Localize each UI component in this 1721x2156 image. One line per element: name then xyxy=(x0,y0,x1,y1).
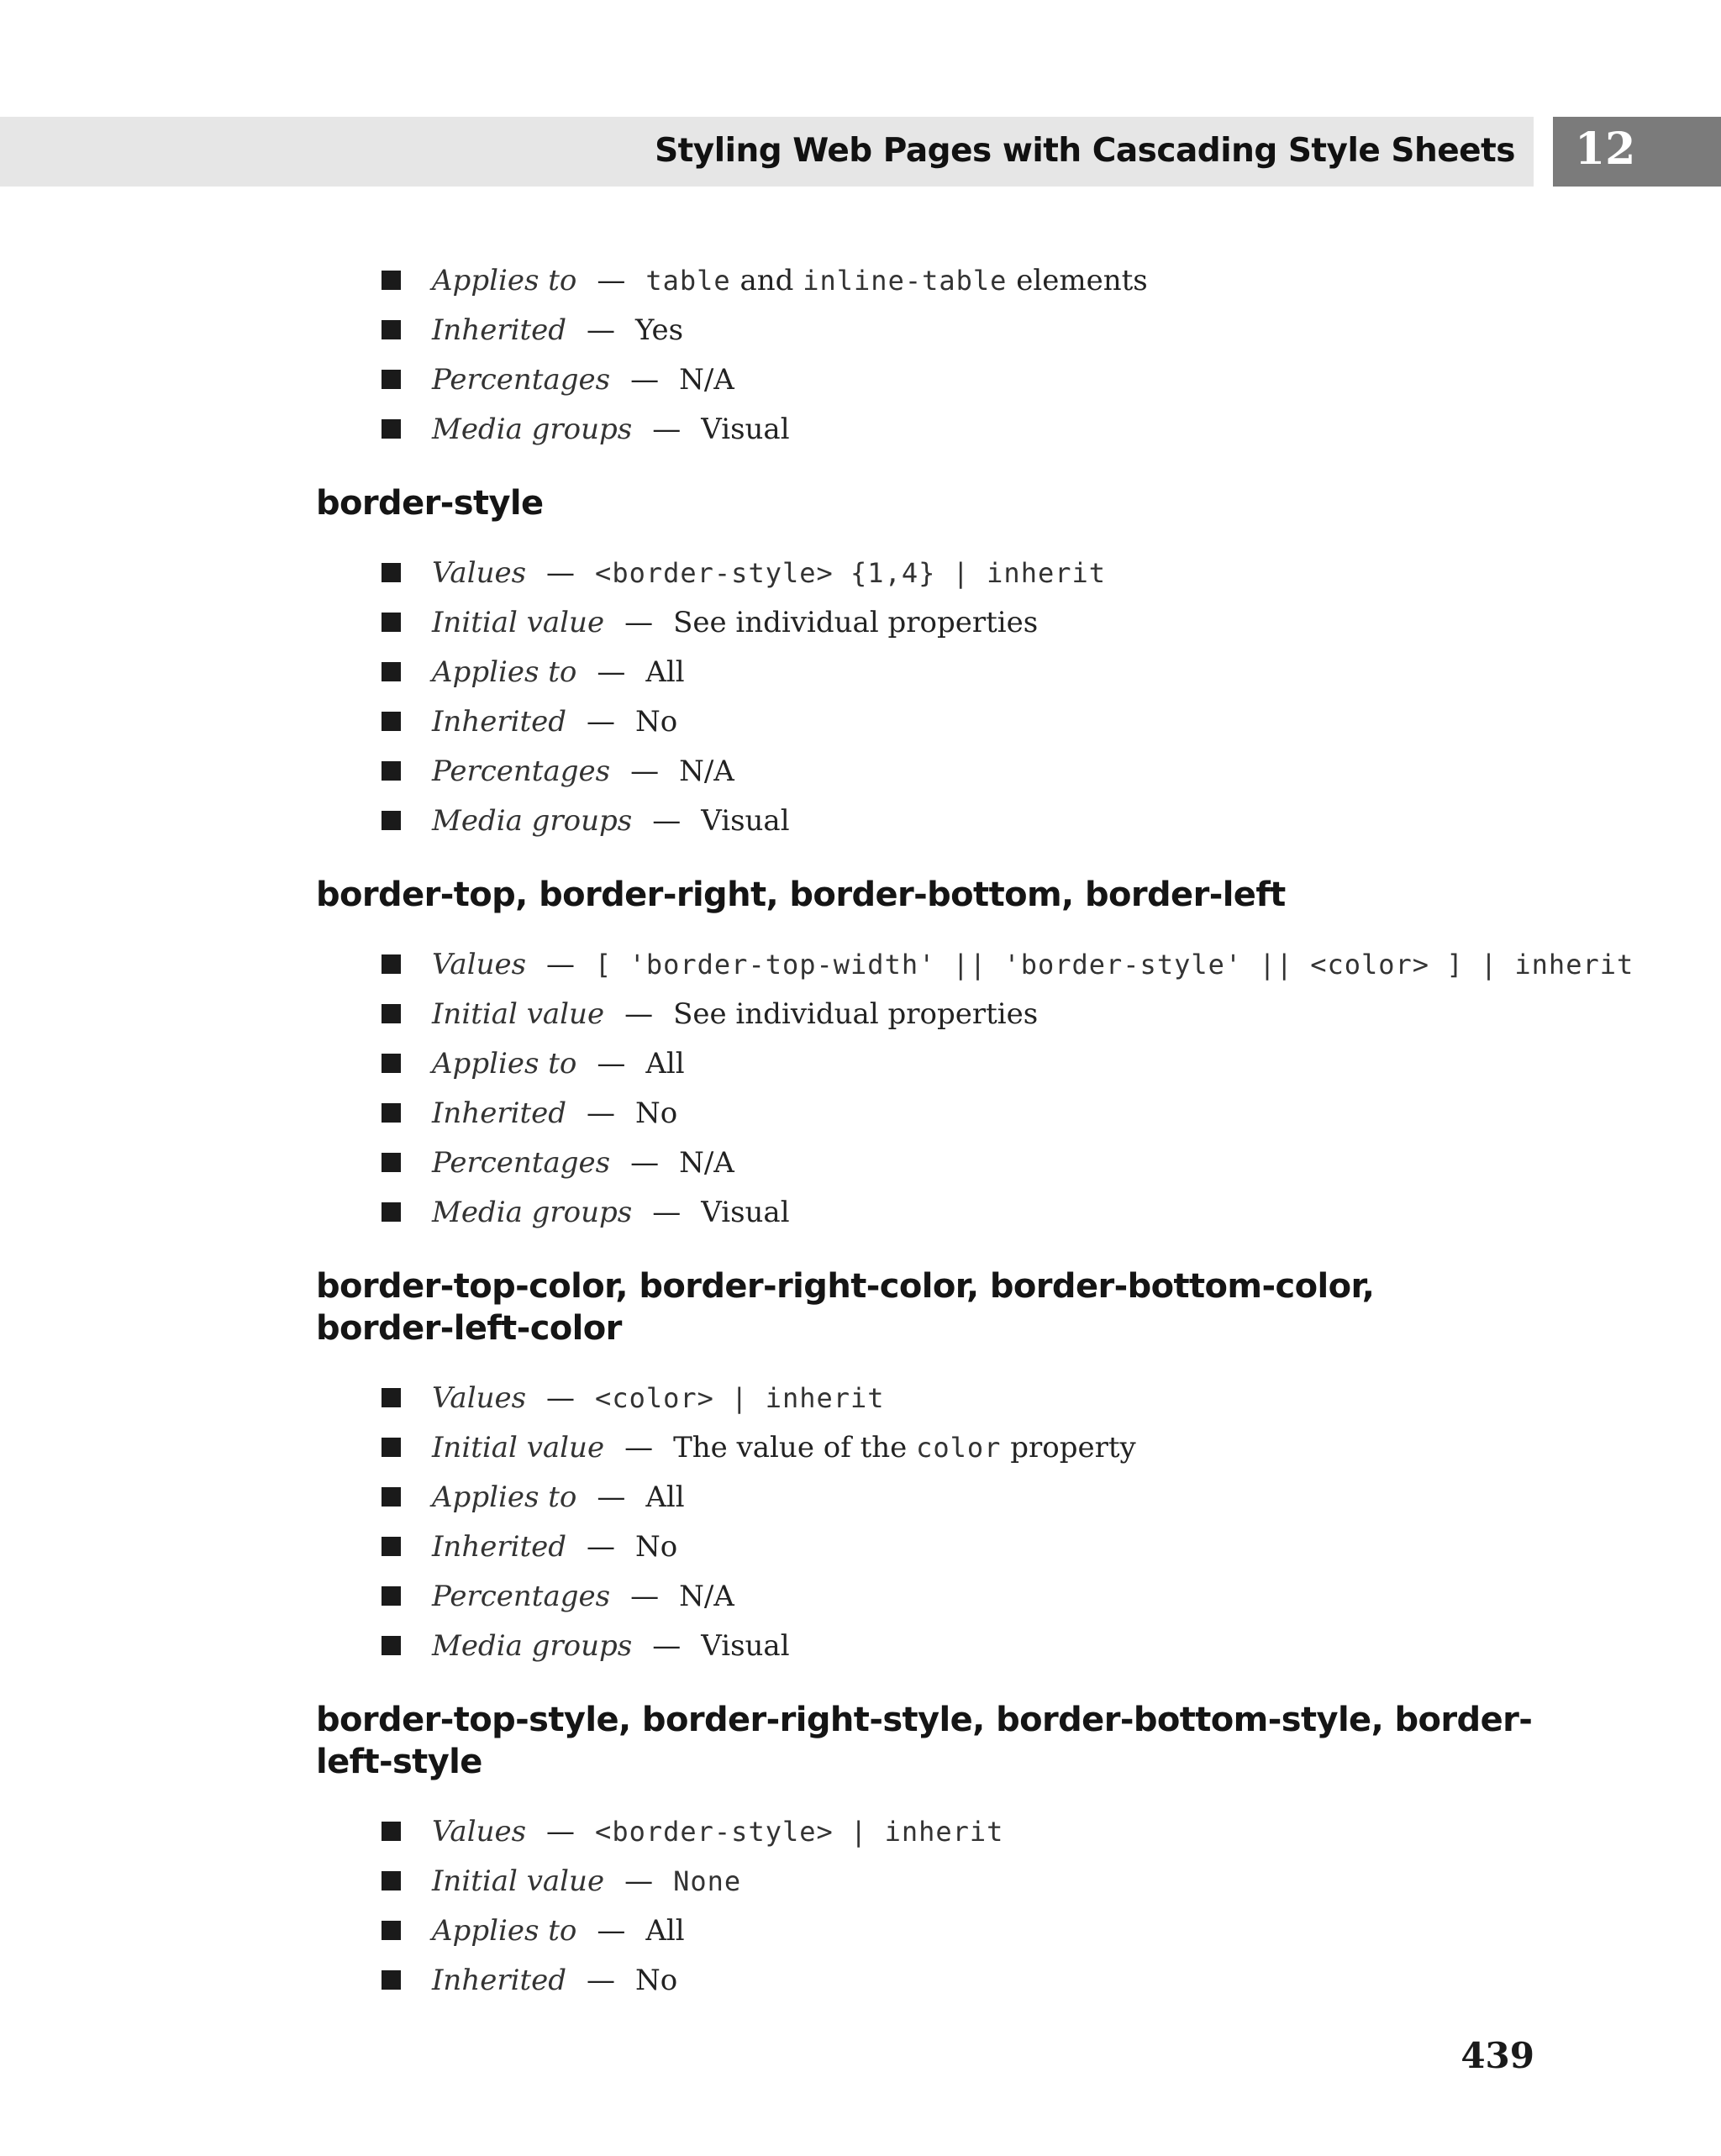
property-value: N/A xyxy=(679,755,734,788)
square-bullet-icon xyxy=(382,1004,401,1023)
code-value: <color> | inherit xyxy=(595,1382,885,1414)
list-item xyxy=(316,747,1543,797)
property-list xyxy=(316,549,1543,846)
list-item xyxy=(316,1423,1543,1473)
list-item xyxy=(316,990,1543,1039)
property-value: N/A xyxy=(679,363,734,397)
page-number: 439 xyxy=(1460,2035,1534,2076)
list-item xyxy=(316,1522,1543,1572)
list-item xyxy=(316,797,1543,846)
section-heading xyxy=(316,1265,1543,1349)
square-bullet-icon xyxy=(382,563,401,582)
property-value: Visual xyxy=(701,804,790,838)
property-label: Applies to xyxy=(432,264,577,297)
list-item xyxy=(316,1039,1543,1089)
code-value: <border-style> {1,4} | inherit xyxy=(595,557,1107,589)
text-value: elements xyxy=(1007,264,1148,297)
list-item xyxy=(316,549,1543,598)
property-label: Initial value xyxy=(432,1864,605,1898)
text-value: and xyxy=(730,264,803,297)
em-dash: — xyxy=(587,705,616,739)
property-value: N/A xyxy=(679,1146,734,1180)
em-dash: — xyxy=(624,606,654,639)
list-item xyxy=(316,1622,1543,1671)
page-body xyxy=(316,256,1634,2006)
section-border-side-style xyxy=(316,1699,1543,2006)
code-value: <border-style> | inherit xyxy=(595,1816,1004,1848)
em-dash: — xyxy=(587,313,616,347)
property-label: Initial value xyxy=(432,997,605,1031)
em-dash: — xyxy=(652,804,682,838)
property-label: Inherited xyxy=(432,705,567,739)
property-label: Percentages xyxy=(432,1580,611,1613)
square-bullet-icon xyxy=(382,1202,401,1222)
list-item xyxy=(316,1138,1543,1188)
em-dash: — xyxy=(652,413,682,446)
property-label: Percentages xyxy=(432,363,611,397)
square-bullet-icon xyxy=(382,613,401,632)
property-value: property xyxy=(1001,1431,1136,1465)
property-list xyxy=(316,940,1634,1238)
em-dash: — xyxy=(630,1146,660,1180)
em-dash: — xyxy=(630,363,660,397)
chapter-number: 12 xyxy=(1575,124,1636,175)
list-item xyxy=(316,256,1543,306)
section-heading-line-2: border-left-color xyxy=(316,1309,622,1348)
code-value: inline-table xyxy=(803,265,1008,297)
list-item xyxy=(316,1089,1543,1138)
property-value: All xyxy=(645,1047,685,1081)
section-heading: border-style xyxy=(316,484,544,523)
list-item xyxy=(316,355,1543,405)
em-dash: — xyxy=(597,1480,626,1514)
property-value: Visual xyxy=(701,1196,790,1229)
em-dash: — xyxy=(587,1096,616,1130)
property-label: Applies to xyxy=(432,655,577,689)
square-bullet-icon xyxy=(382,1487,401,1507)
property-label: Values xyxy=(432,1815,527,1848)
em-dash: — xyxy=(597,1914,626,1948)
chapter-tab xyxy=(1553,117,1721,187)
code-value: None xyxy=(673,1865,742,1897)
property-value: No xyxy=(635,1096,678,1130)
property-label: Percentages xyxy=(432,755,611,788)
property-value: N/A xyxy=(679,1580,734,1613)
square-bullet-icon xyxy=(382,271,401,290)
code-value: [ 'border-top-width' || 'border-style' || <color> ] | inherit xyxy=(595,949,1634,981)
em-dash: — xyxy=(546,1815,576,1848)
property-label: Applies to xyxy=(432,1047,577,1081)
square-bullet-icon xyxy=(382,811,401,830)
em-dash: — xyxy=(624,997,654,1031)
property-label: Values xyxy=(432,948,527,981)
list-item xyxy=(316,598,1543,648)
em-dash: — xyxy=(652,1196,682,1229)
square-bullet-icon xyxy=(382,1822,401,1841)
list-item xyxy=(316,940,1634,990)
property-value: The value of the xyxy=(673,1431,917,1465)
list-item xyxy=(316,1906,1543,1956)
property-value: Yes xyxy=(635,313,684,347)
square-bullet-icon xyxy=(382,1388,401,1407)
em-dash: — xyxy=(624,1431,654,1465)
property-label: Initial value xyxy=(432,606,605,639)
em-dash: — xyxy=(546,1381,576,1415)
em-dash: — xyxy=(624,1864,654,1898)
list-item xyxy=(316,1188,1543,1238)
em-dash: — xyxy=(587,1530,616,1564)
section-heading-line-1: border-top-color, border-right-color, border-bottom-color, xyxy=(316,1267,1375,1306)
property-value: See individual properties xyxy=(673,606,1039,639)
square-bullet-icon xyxy=(382,1153,401,1172)
property-label: Values xyxy=(432,556,527,590)
em-dash: — xyxy=(597,655,626,689)
property-label: Values xyxy=(432,1381,527,1415)
square-bullet-icon xyxy=(382,419,401,439)
list-item xyxy=(316,697,1543,747)
property-label: Percentages xyxy=(432,1146,611,1180)
em-dash: — xyxy=(630,755,660,788)
property-label: Inherited xyxy=(432,1530,567,1564)
list-item xyxy=(316,306,1543,355)
list-item xyxy=(316,405,1543,455)
property-value: No xyxy=(635,1530,678,1564)
square-bullet-icon xyxy=(382,712,401,731)
running-head-title: Styling Web Pages with Cascading Style Sheets xyxy=(655,132,1515,170)
property-label: Media groups xyxy=(432,413,633,446)
section-border-color xyxy=(316,1265,1543,1671)
list-item xyxy=(316,1572,1543,1622)
property-label: Inherited xyxy=(432,1964,567,1997)
property-label: Applies to xyxy=(432,1914,577,1948)
square-bullet-icon xyxy=(382,1586,401,1606)
square-bullet-icon xyxy=(382,1921,401,1940)
property-value: See individual properties xyxy=(673,997,1039,1031)
square-bullet-icon xyxy=(382,370,401,389)
section-border-style xyxy=(316,482,1543,846)
em-dash: — xyxy=(546,556,576,590)
list-item xyxy=(316,1374,1543,1423)
em-dash: — xyxy=(597,1047,626,1081)
square-bullet-icon xyxy=(382,1438,401,1457)
square-bullet-icon xyxy=(382,1103,401,1123)
em-dash: — xyxy=(652,1629,682,1663)
section-heading: border-top-style, border-right-style, border-bottom-style, border-left-style xyxy=(316,1701,1533,1781)
property-label: Inherited xyxy=(432,313,567,347)
square-bullet-icon xyxy=(382,1636,401,1655)
square-bullet-icon xyxy=(382,761,401,781)
square-bullet-icon xyxy=(382,954,401,974)
list-item xyxy=(316,1807,1543,1857)
property-value: Visual xyxy=(701,1629,790,1663)
property-value: No xyxy=(635,1964,678,1997)
list-item xyxy=(316,1473,1543,1522)
intro-property-list xyxy=(316,256,1543,455)
list-item xyxy=(316,1956,1543,2006)
property-label: Media groups xyxy=(432,804,633,838)
code-value: color xyxy=(916,1432,1002,1464)
square-bullet-icon xyxy=(382,1537,401,1556)
square-bullet-icon xyxy=(382,1871,401,1890)
section-heading: border-top, border-right, border-bottom, border-left xyxy=(316,876,1286,914)
square-bullet-icon xyxy=(382,1054,401,1073)
em-dash: — xyxy=(630,1580,660,1613)
property-label: Media groups xyxy=(432,1629,633,1663)
property-label: Inherited xyxy=(432,1096,567,1130)
property-list xyxy=(316,1807,1543,2006)
property-label: Applies to xyxy=(432,1480,577,1514)
code-value: table xyxy=(645,265,731,297)
property-value: All xyxy=(645,1480,685,1514)
property-value: All xyxy=(645,655,685,689)
property-label: Initial value xyxy=(432,1431,605,1465)
property-list xyxy=(316,1374,1543,1671)
property-label: Media groups xyxy=(432,1196,633,1229)
list-item xyxy=(316,648,1543,697)
square-bullet-icon xyxy=(382,320,401,339)
property-value: Visual xyxy=(701,413,790,446)
section-border-sides xyxy=(316,874,1634,1238)
em-dash: — xyxy=(587,1964,616,1997)
square-bullet-icon xyxy=(382,662,401,681)
em-dash: — xyxy=(546,948,576,981)
square-bullet-icon xyxy=(382,1970,401,1990)
property-value: No xyxy=(635,705,678,739)
em-dash: — xyxy=(597,264,626,297)
list-item xyxy=(316,1857,1543,1906)
property-value: All xyxy=(645,1914,685,1948)
